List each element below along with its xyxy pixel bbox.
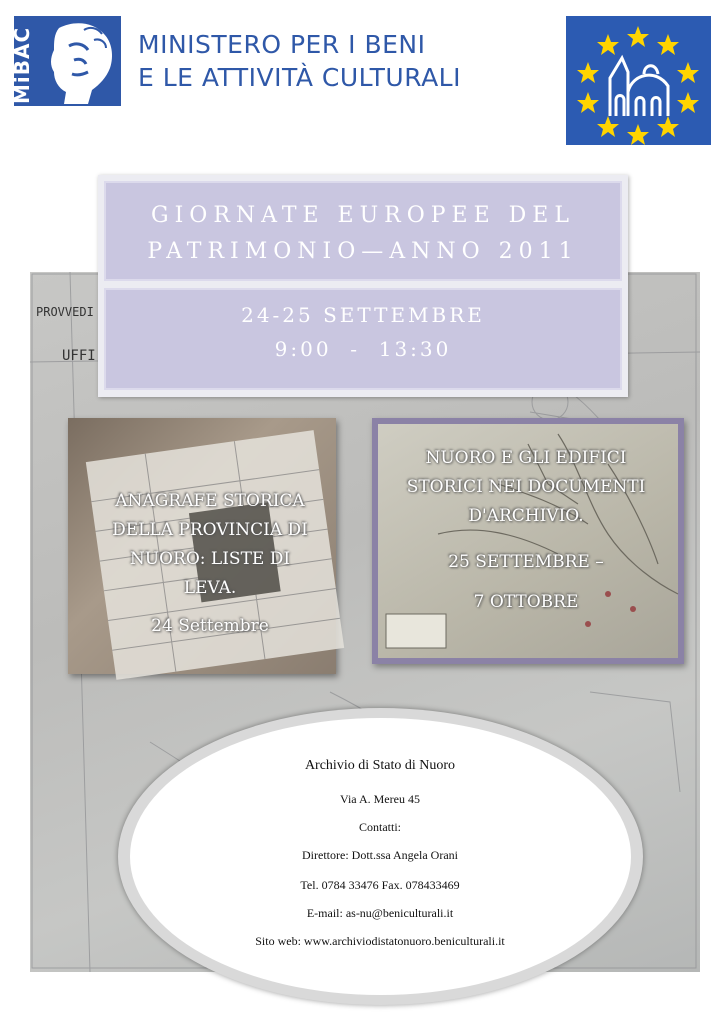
archive-name: Archivio di Stato di Nuoro xyxy=(304,758,456,773)
event-date-range: 24-25 SETTEMBRE xyxy=(241,303,485,327)
mibac-logo xyxy=(10,16,121,106)
eu-stars-icon xyxy=(566,16,711,145)
right-panel-date-start: 25 SETTEMBRE – xyxy=(448,552,604,572)
email-link[interactable]: E-mail: as-nu@beniculturali.it xyxy=(306,906,454,920)
right-panel-title xyxy=(376,444,676,531)
director-name: Direttore: Dott.ssa Angela Orani xyxy=(302,848,458,862)
left-panel-title xyxy=(95,487,325,603)
right-panel-line: NUORO E GLI EDIFICI xyxy=(425,448,627,468)
event-title xyxy=(104,198,622,270)
website-link[interactable]: Sito web: www.archiviodistatonuoro.beniculturali.it xyxy=(255,934,505,948)
right-panel-line: D'ARCHIVIO. xyxy=(468,506,584,526)
ministry-name xyxy=(138,28,461,94)
bg-text-uffi: UFFI xyxy=(62,348,96,364)
left-panel-date: 24 Settembre xyxy=(151,616,269,636)
event-hours: 9:00 - 13:30 xyxy=(274,337,452,361)
event-title-line-1: GIORNATE EUROPEE DEL xyxy=(151,203,575,228)
right-panel-date-end: 7 OTTOBRE xyxy=(473,592,579,612)
right-panel-line: STORICI NEI DOCUMENTI xyxy=(406,477,646,497)
ministry-line-1: MINISTERO PER I BENI xyxy=(138,30,426,59)
left-panel-line: ANAGRAFE STORICA xyxy=(115,491,305,511)
european-heritage-days-logo xyxy=(566,16,711,145)
left-panel-line: LEVA. xyxy=(183,578,237,598)
bg-text-provvedi: PROVVEDI xyxy=(36,305,94,319)
contacts-label: Contatti: xyxy=(359,820,401,834)
archive-address: Via A. Mereu 45 xyxy=(340,792,420,806)
phone-fax: Tel. 0784 33476 Fax. 078433469 xyxy=(300,878,460,892)
ministry-line-2: E LE ATTIVITÀ CULTURALI xyxy=(138,63,461,92)
mibac-letters: MiBAC xyxy=(10,26,34,104)
left-panel-line: NUORO: LISTE DI xyxy=(129,549,291,569)
event-dates xyxy=(104,298,622,366)
event-title-line-2: PATRIMONIO—ANNO 2011 xyxy=(147,239,579,264)
left-panel-line: DELLA PROVINCIA DI xyxy=(112,520,308,540)
